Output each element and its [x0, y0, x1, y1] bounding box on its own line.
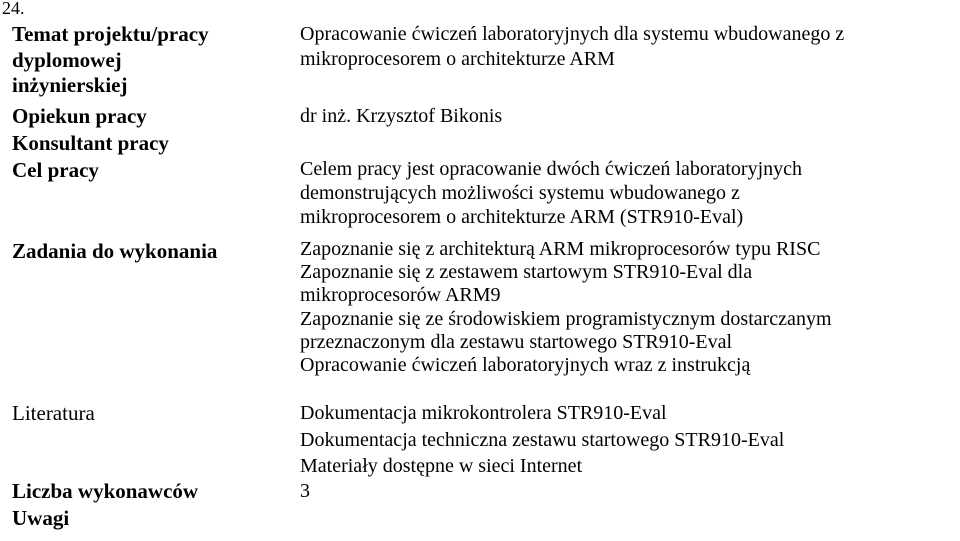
goal-value-line: demonstrujących możliwości systemu wbudowanego z [300, 182, 740, 204]
topic-value-line: mikroprocesorem o architekturze ARM [300, 48, 615, 70]
literature-item: Materiały dostępne w sieci Internet [300, 455, 583, 477]
supervisor-label: Opiekun pracy [12, 104, 147, 128]
consultant-label: Konsultant pracy [12, 131, 169, 155]
row-literature [12, 400, 952, 478]
thesis-topic-table [12, 22, 952, 532]
goal-value-line: Celem pracy jest opracowanie dwóch ćwiczeń laboratoryjnych [300, 158, 803, 180]
goal-value [300, 157, 952, 229]
topic-label-line: Temat projektu/pracy [12, 22, 209, 46]
row-tasks [12, 238, 952, 400]
literature-value [300, 400, 952, 480]
task-item: przeznaczonym dla zestawu startowego STR910-Eval [300, 330, 733, 353]
literature-label: Literatura [12, 401, 95, 425]
row-goal [12, 157, 952, 238]
task-item: Opracowanie ćwiczeń laboratoryjnych wraz z instrukcją [300, 354, 751, 377]
supervisor-value [300, 103, 952, 130]
row-topic [12, 22, 952, 103]
topic-value-line: Opracowanie ćwiczeń laboratoryjnych dla systemu wbudowanego z [300, 23, 845, 45]
executors-count-value: 3 [300, 480, 310, 502]
literature-item: Dokumentacja mikrokontrolera STR910-Eval [300, 402, 667, 424]
literature-item: Dokumentacja techniczna zestawu startowego STR910-Eval [300, 428, 785, 451]
row-executors-count [12, 478, 952, 505]
supervisor-name: dr inż. Krzysztof Bikonis [300, 105, 503, 127]
tasks-value [300, 238, 952, 377]
document-number: 24. [2, 0, 25, 18]
topic-label [12, 22, 300, 99]
remarks-label: Uwagi [12, 506, 70, 530]
topic-value [300, 22, 952, 72]
goal-label: Cel pracy [12, 158, 99, 182]
goal-value-line: mikroprocesorem o architekturze ARM (STR910-Eval) [300, 206, 744, 228]
task-item: Zapoznanie się z zestawem startowym STR910-Eval dla [300, 261, 753, 284]
executors-count-label: Liczba wykonawców [12, 479, 199, 503]
row-remarks [12, 505, 952, 532]
row-supervisor [12, 103, 952, 130]
topic-label-line: inżynierskiej [12, 73, 128, 97]
row-consultant [12, 130, 952, 157]
topic-label-line: dyplomowej [12, 47, 122, 72]
task-item: Zapoznanie się ze środowiskiem programistycznym dostarczanym [300, 307, 832, 330]
task-item: mikroprocesorów ARM9 [300, 284, 501, 307]
tasks-label: Zadania do wykonania [12, 239, 218, 263]
task-item: Zapoznanie się z architekturą ARM mikroprocesorów typu RISC [300, 238, 821, 260]
